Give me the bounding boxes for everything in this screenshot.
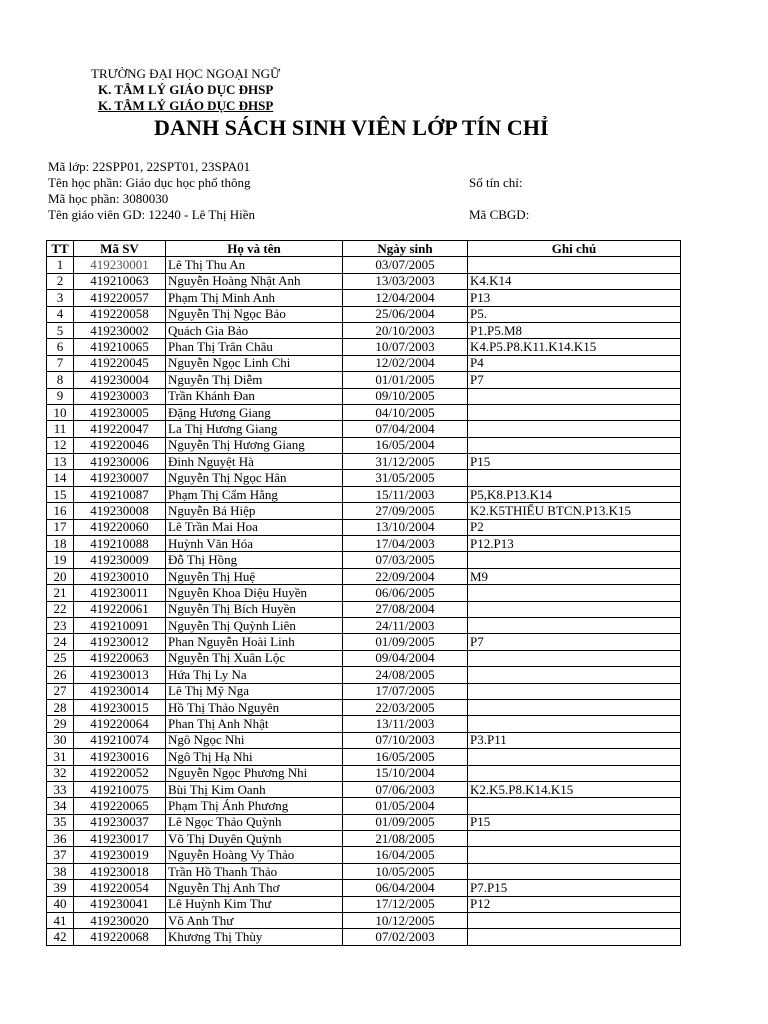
row-number: 5 bbox=[47, 322, 74, 338]
birth-date: 12/04/2004 bbox=[343, 290, 468, 306]
table-header-row bbox=[47, 241, 681, 257]
birth-date: 13/11/2003 bbox=[343, 716, 468, 732]
table-row bbox=[47, 339, 681, 355]
student-id: 419230041 bbox=[74, 896, 166, 912]
row-number: 12 bbox=[47, 437, 74, 453]
student-name: Lê Thị Mỹ Nga bbox=[166, 683, 343, 699]
birth-date: 04/10/2005 bbox=[343, 404, 468, 420]
birth-date: 12/02/2004 bbox=[343, 355, 468, 371]
birth-date: 22/09/2004 bbox=[343, 568, 468, 584]
note: P4 bbox=[468, 355, 681, 371]
row-number: 8 bbox=[47, 372, 74, 388]
student-name: Nguyễn Bá Hiệp bbox=[166, 503, 343, 519]
table-row bbox=[47, 372, 681, 388]
student-id: 419230020 bbox=[74, 913, 166, 929]
student-name: Hứa Thị Ly Na bbox=[166, 667, 343, 683]
birth-date: 03/07/2005 bbox=[343, 257, 468, 273]
header-student-id: Mã SV bbox=[74, 241, 166, 257]
row-number: 21 bbox=[47, 585, 74, 601]
student-name: Lê Huỳnh Kim Thư bbox=[166, 896, 343, 912]
student-id: 419230011 bbox=[74, 585, 166, 601]
student-name: Nguyễn Thị Diễm bbox=[166, 372, 343, 388]
student-id: 419230037 bbox=[74, 814, 166, 830]
table-row bbox=[47, 929, 681, 945]
birth-date: 25/06/2004 bbox=[343, 306, 468, 322]
birth-date: 06/06/2005 bbox=[343, 585, 468, 601]
student-name: Nguyễn Thị Bích Huyền bbox=[166, 601, 343, 617]
note: P7 bbox=[468, 634, 681, 650]
birth-date: 16/04/2005 bbox=[343, 847, 468, 863]
birth-date: 07/06/2003 bbox=[343, 781, 468, 797]
student-id: 419230004 bbox=[74, 372, 166, 388]
row-number: 34 bbox=[47, 798, 74, 814]
student-id: 419230005 bbox=[74, 404, 166, 420]
student-name: Nguyễn Thị Xuân Lộc bbox=[166, 650, 343, 666]
row-number: 7 bbox=[47, 355, 74, 371]
note bbox=[468, 601, 681, 617]
birth-date: 24/08/2005 bbox=[343, 667, 468, 683]
row-number: 29 bbox=[47, 716, 74, 732]
student-name: Nguyễn Thị Huệ bbox=[166, 568, 343, 584]
birth-date: 07/04/2004 bbox=[343, 421, 468, 437]
birth-date: 15/10/2004 bbox=[343, 765, 468, 781]
course-code: Mã học phần: 3080030 bbox=[48, 191, 169, 206]
department-name: K. TÂM LÝ GIÁO DỤC ĐHSP bbox=[98, 82, 274, 97]
row-number: 27 bbox=[47, 683, 74, 699]
birth-date: 09/10/2005 bbox=[343, 388, 468, 404]
student-name: Đặng Hương Giang bbox=[166, 404, 343, 420]
note bbox=[468, 667, 681, 683]
birth-date: 20/10/2003 bbox=[343, 322, 468, 338]
student-id: 419210088 bbox=[74, 536, 166, 552]
note bbox=[468, 585, 681, 601]
table-row bbox=[47, 798, 681, 814]
table-row bbox=[47, 470, 681, 486]
table-row bbox=[47, 716, 681, 732]
student-name: Võ Thị Duyên Quỳnh bbox=[166, 831, 343, 847]
birth-date: 16/05/2005 bbox=[343, 749, 468, 765]
credits-label: Số tín chỉ: bbox=[469, 175, 523, 190]
birth-date: 10/07/2003 bbox=[343, 339, 468, 355]
note bbox=[468, 650, 681, 666]
note: P15 bbox=[468, 454, 681, 470]
table-row bbox=[47, 355, 681, 371]
student-name: Nguyễn Thị Ngọc Bảo bbox=[166, 306, 343, 322]
student-name: Võ Anh Thư bbox=[166, 913, 343, 929]
row-number: 24 bbox=[47, 634, 74, 650]
table-row bbox=[47, 388, 681, 404]
header-full-name: Họ và tên bbox=[166, 241, 343, 257]
birth-date: 22/03/2005 bbox=[343, 699, 468, 715]
table-row bbox=[47, 765, 681, 781]
note: P12.P13 bbox=[468, 536, 681, 552]
birth-date: 10/05/2005 bbox=[343, 863, 468, 879]
student-table-body bbox=[47, 257, 681, 945]
row-number: 22 bbox=[47, 601, 74, 617]
student-name: Nguyễn Ngọc Phương Nhi bbox=[166, 765, 343, 781]
note bbox=[468, 421, 681, 437]
row-number: 40 bbox=[47, 896, 74, 912]
table-row bbox=[47, 536, 681, 552]
student-name: Nguyễn Thị Anh Thơ bbox=[166, 880, 343, 896]
note: M9 bbox=[468, 568, 681, 584]
birth-date: 09/04/2004 bbox=[343, 650, 468, 666]
note bbox=[468, 699, 681, 715]
note: P5. bbox=[468, 306, 681, 322]
row-number: 9 bbox=[47, 388, 74, 404]
birth-date: 13/10/2004 bbox=[343, 519, 468, 535]
student-id: 419210065 bbox=[74, 339, 166, 355]
note bbox=[468, 913, 681, 929]
header-birth-date: Ngày sinh bbox=[343, 241, 468, 257]
table-row bbox=[47, 667, 681, 683]
row-number: 35 bbox=[47, 814, 74, 830]
table-row bbox=[47, 781, 681, 797]
note: K4.P5.P8.K11.K14.K15 bbox=[468, 339, 681, 355]
student-id: 419230015 bbox=[74, 699, 166, 715]
student-name: Quách Gia Bảo bbox=[166, 322, 343, 338]
table-row bbox=[47, 831, 681, 847]
student-name: Ngô Thị Hạ Nhi bbox=[166, 749, 343, 765]
row-number: 30 bbox=[47, 732, 74, 748]
row-number: 14 bbox=[47, 470, 74, 486]
student-name: Bùi Thị Kim Oanh bbox=[166, 781, 343, 797]
row-number: 16 bbox=[47, 503, 74, 519]
header-note: Ghi chú bbox=[468, 241, 681, 257]
student-id: 419220061 bbox=[74, 601, 166, 617]
staff-code-label: Mã CBGD: bbox=[469, 207, 530, 222]
birth-date: 17/12/2005 bbox=[343, 896, 468, 912]
student-id: 419210075 bbox=[74, 781, 166, 797]
student-id: 419220065 bbox=[74, 798, 166, 814]
note: K4.K14 bbox=[468, 273, 681, 289]
student-name: Phan Nguyễn Hoài Linh bbox=[166, 634, 343, 650]
course-name: Tên học phần: Giáo dục học phổ thông bbox=[48, 175, 251, 190]
note bbox=[468, 683, 681, 699]
student-id: 419220047 bbox=[74, 421, 166, 437]
row-number: 1 bbox=[47, 257, 74, 273]
note bbox=[468, 437, 681, 453]
student-id: 419210087 bbox=[74, 486, 166, 502]
row-number: 42 bbox=[47, 929, 74, 945]
note bbox=[468, 749, 681, 765]
student-name: Huỳnh Văn Hóa bbox=[166, 536, 343, 552]
table-row bbox=[47, 568, 681, 584]
note bbox=[468, 404, 681, 420]
student-name: Ngô Ngọc Nhi bbox=[166, 732, 343, 748]
row-number: 39 bbox=[47, 880, 74, 896]
birth-date: 07/10/2003 bbox=[343, 732, 468, 748]
row-number: 13 bbox=[47, 454, 74, 470]
note bbox=[468, 716, 681, 732]
student-id: 419220064 bbox=[74, 716, 166, 732]
student-id: 419230007 bbox=[74, 470, 166, 486]
table-row bbox=[47, 896, 681, 912]
student-name: Nguyễn Hoàng Nhật Anh bbox=[166, 273, 343, 289]
row-number: 26 bbox=[47, 667, 74, 683]
birth-date: 21/08/2005 bbox=[343, 831, 468, 847]
student-name: Trần Hồ Thanh Thảo bbox=[166, 863, 343, 879]
table-row bbox=[47, 913, 681, 929]
note: K2.K5.P8.K14.K15 bbox=[468, 781, 681, 797]
table-row bbox=[47, 503, 681, 519]
note bbox=[468, 798, 681, 814]
table-row bbox=[47, 880, 681, 896]
student-name: La Thị Hương Giang bbox=[166, 421, 343, 437]
table-row bbox=[47, 290, 681, 306]
student-id: 419220046 bbox=[74, 437, 166, 453]
student-name: Phạm Thị Cẩm Hằng bbox=[166, 486, 343, 502]
student-name: Nguyễn Hoàng Vy Thảo bbox=[166, 847, 343, 863]
student-id: 419230010 bbox=[74, 568, 166, 584]
row-number: 2 bbox=[47, 273, 74, 289]
student-name: Lê Ngọc Thảo Quỳnh bbox=[166, 814, 343, 830]
row-number: 38 bbox=[47, 863, 74, 879]
row-number: 31 bbox=[47, 749, 74, 765]
table-row bbox=[47, 454, 681, 470]
student-id: 419230008 bbox=[74, 503, 166, 519]
student-id: 419210074 bbox=[74, 732, 166, 748]
birth-date: 17/07/2005 bbox=[343, 683, 468, 699]
student-id: 419220057 bbox=[74, 290, 166, 306]
birth-date: 10/12/2005 bbox=[343, 913, 468, 929]
table-row bbox=[47, 863, 681, 879]
note: P7 bbox=[468, 372, 681, 388]
header-tt: TT bbox=[47, 241, 74, 257]
note: P7.P15 bbox=[468, 880, 681, 896]
table-row bbox=[47, 437, 681, 453]
table-row bbox=[47, 814, 681, 830]
student-id: 419220052 bbox=[74, 765, 166, 781]
student-id: 419220058 bbox=[74, 306, 166, 322]
student-id: 419230006 bbox=[74, 454, 166, 470]
birth-date: 07/02/2003 bbox=[343, 929, 468, 945]
birth-date: 27/08/2004 bbox=[343, 601, 468, 617]
student-id: 419230019 bbox=[74, 847, 166, 863]
student-id: 419230012 bbox=[74, 634, 166, 650]
note: P12 bbox=[468, 896, 681, 912]
student-name: Lê Thị Thu An bbox=[166, 257, 343, 273]
note bbox=[468, 388, 681, 404]
table-row bbox=[47, 519, 681, 535]
birth-date: 24/11/2003 bbox=[343, 617, 468, 633]
row-number: 15 bbox=[47, 486, 74, 502]
student-id: 419230002 bbox=[74, 322, 166, 338]
student-name: Phan Thị Anh Nhật bbox=[166, 716, 343, 732]
note: P3.P11 bbox=[468, 732, 681, 748]
table-row bbox=[47, 421, 681, 437]
student-id: 419230018 bbox=[74, 863, 166, 879]
birth-date: 07/03/2005 bbox=[343, 552, 468, 568]
table-row bbox=[47, 699, 681, 715]
table-row bbox=[47, 634, 681, 650]
note bbox=[468, 617, 681, 633]
table-row bbox=[47, 257, 681, 273]
row-number: 25 bbox=[47, 650, 74, 666]
class-code: Mã lớp: 22SPP01, 22SPT01, 23SPA01 bbox=[48, 159, 251, 174]
table-row bbox=[47, 749, 681, 765]
row-number: 10 bbox=[47, 404, 74, 420]
row-number: 6 bbox=[47, 339, 74, 355]
birth-date: 01/01/2005 bbox=[343, 372, 468, 388]
note bbox=[468, 257, 681, 273]
note bbox=[468, 929, 681, 945]
row-number: 11 bbox=[47, 421, 74, 437]
table-row bbox=[47, 601, 681, 617]
table-row bbox=[47, 322, 681, 338]
row-number: 37 bbox=[47, 847, 74, 863]
student-id: 419220045 bbox=[74, 355, 166, 371]
birth-date: 27/09/2005 bbox=[343, 503, 468, 519]
birth-date: 01/05/2004 bbox=[343, 798, 468, 814]
student-id: 419210091 bbox=[74, 617, 166, 633]
school-name: TRƯỜNG ĐẠI HỌC NGOẠI NGỮ bbox=[91, 66, 281, 81]
student-name: Nguyễn Thị Quỳnh Liên bbox=[166, 617, 343, 633]
student-id: 419220063 bbox=[74, 650, 166, 666]
department-name-underlined: K. TÂM LÝ GIÁO DỤC ĐHSP bbox=[98, 98, 274, 113]
teacher-name: Tên giáo viên GD: 12240 - Lê Thị Hiền bbox=[48, 207, 255, 222]
row-number: 28 bbox=[47, 699, 74, 715]
table-row bbox=[47, 617, 681, 633]
student-table bbox=[46, 240, 681, 946]
birth-date: 13/03/2003 bbox=[343, 273, 468, 289]
student-id: 419220060 bbox=[74, 519, 166, 535]
birth-date: 17/04/2003 bbox=[343, 536, 468, 552]
note bbox=[468, 552, 681, 568]
note bbox=[468, 847, 681, 863]
note: P5,K8.P13.K14 bbox=[468, 486, 681, 502]
table-row bbox=[47, 650, 681, 666]
student-name: Phan Thị Trân Châu bbox=[166, 339, 343, 355]
note bbox=[468, 831, 681, 847]
student-name: Phạm Thị Minh Anh bbox=[166, 290, 343, 306]
page-title: DANH SÁCH SINH VIÊN LỚP TÍN CHỈ bbox=[154, 115, 549, 140]
birth-date: 16/05/2004 bbox=[343, 437, 468, 453]
student-id: 419230009 bbox=[74, 552, 166, 568]
birth-date: 01/09/2005 bbox=[343, 634, 468, 650]
row-number: 33 bbox=[47, 781, 74, 797]
student-id: 419210063 bbox=[74, 273, 166, 289]
table-row bbox=[47, 585, 681, 601]
row-number: 41 bbox=[47, 913, 74, 929]
note bbox=[468, 863, 681, 879]
note: P1.P5.M8 bbox=[468, 322, 681, 338]
student-name: Nguyễn Khoa Diệu Huyền bbox=[166, 585, 343, 601]
student-id: 419220068 bbox=[74, 929, 166, 945]
table-row bbox=[47, 306, 681, 322]
table-row bbox=[47, 552, 681, 568]
note: P13 bbox=[468, 290, 681, 306]
student-id: 419230003 bbox=[74, 388, 166, 404]
birth-date: 15/11/2003 bbox=[343, 486, 468, 502]
student-name: Trần Khánh Đan bbox=[166, 388, 343, 404]
student-name: Khương Thị Thùy bbox=[166, 929, 343, 945]
student-name: Đinh Nguyệt Hà bbox=[166, 454, 343, 470]
note: P2 bbox=[468, 519, 681, 535]
table-row bbox=[47, 683, 681, 699]
student-id: 419230013 bbox=[74, 667, 166, 683]
student-id: 419230017 bbox=[74, 831, 166, 847]
table-row bbox=[47, 273, 681, 289]
table-row bbox=[47, 847, 681, 863]
row-number: 20 bbox=[47, 568, 74, 584]
row-number: 17 bbox=[47, 519, 74, 535]
note bbox=[468, 470, 681, 486]
student-id: 419220054 bbox=[74, 880, 166, 896]
row-number: 4 bbox=[47, 306, 74, 322]
student-name: Nguyễn Ngọc Linh Chi bbox=[166, 355, 343, 371]
birth-date: 06/04/2004 bbox=[343, 880, 468, 896]
student-name: Phạm Thị Ánh Phương bbox=[166, 798, 343, 814]
student-name: Hồ Thị Thảo Nguyên bbox=[166, 699, 343, 715]
row-number: 32 bbox=[47, 765, 74, 781]
birth-date: 31/12/2005 bbox=[343, 454, 468, 470]
student-name: Đỗ Thị Hồng bbox=[166, 552, 343, 568]
row-number: 19 bbox=[47, 552, 74, 568]
student-id: 419230014 bbox=[74, 683, 166, 699]
note bbox=[468, 765, 681, 781]
birth-date: 31/05/2005 bbox=[343, 470, 468, 486]
table-row bbox=[47, 732, 681, 748]
student-id: 419230001 bbox=[74, 257, 166, 273]
table-row bbox=[47, 486, 681, 502]
student-name: Nguyễn Thị Ngọc Hân bbox=[166, 470, 343, 486]
student-name: Nguyễn Thị Hương Giang bbox=[166, 437, 343, 453]
student-id: 419230016 bbox=[74, 749, 166, 765]
row-number: 36 bbox=[47, 831, 74, 847]
birth-date: 01/09/2005 bbox=[343, 814, 468, 830]
row-number: 18 bbox=[47, 536, 74, 552]
note: P15 bbox=[468, 814, 681, 830]
table-row bbox=[47, 404, 681, 420]
note: K2.K5THIẾU BTCN.P13.K15 bbox=[468, 503, 681, 519]
row-number: 23 bbox=[47, 617, 74, 633]
student-name: Lê Trần Mai Hoa bbox=[166, 519, 343, 535]
row-number: 3 bbox=[47, 290, 74, 306]
